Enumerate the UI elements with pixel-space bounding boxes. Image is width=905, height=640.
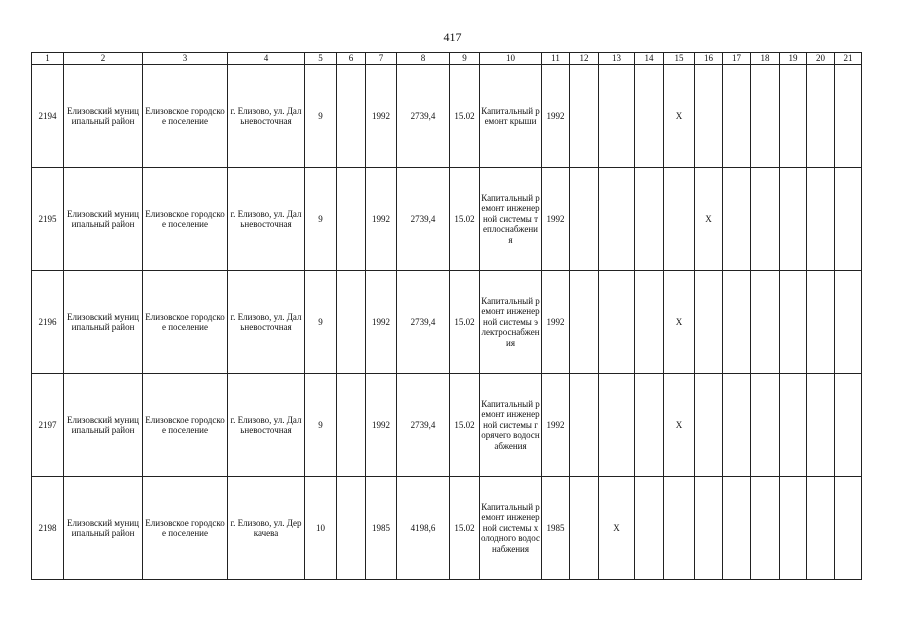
- page-number: 417: [443, 30, 462, 44]
- table-row: [32, 271, 862, 374]
- cell-c6: [337, 168, 366, 271]
- code-cell: 15.02: [450, 374, 480, 477]
- year-cell: 1992: [366, 374, 397, 477]
- table-body: [32, 65, 862, 580]
- cell-c16: [695, 477, 723, 580]
- work-type-cell: Капитальный ремонт инженерной системы электроснабжения: [480, 271, 542, 374]
- column-header-10: 10: [480, 53, 542, 65]
- cell-c18: [751, 271, 780, 374]
- work-type-cell: Капитальный ремонт инженерной системы горячего водоснабжения: [480, 374, 542, 477]
- code-cell: 15.02: [450, 477, 480, 580]
- municipality-cell: Елизовский муниципальный район: [64, 271, 143, 374]
- cell-c19: [780, 65, 807, 168]
- cell-c21: [835, 477, 862, 580]
- column-header-16: 16: [695, 53, 723, 65]
- settlement-cell: Елизовское городское поселение: [143, 271, 228, 374]
- cell-c21: [835, 271, 862, 374]
- cell-c12: [570, 65, 599, 168]
- cell-c20: [807, 477, 835, 580]
- plan-year-cell: 1992: [542, 65, 570, 168]
- area-cell: 2739,4: [397, 271, 450, 374]
- cell-c6: [337, 477, 366, 580]
- cell-c17: [723, 168, 751, 271]
- area-cell: 2739,4: [397, 374, 450, 477]
- cell-c13: [599, 374, 635, 477]
- cell-c15: [664, 477, 695, 580]
- plan-year-cell: 1992: [542, 168, 570, 271]
- address-cell: г. Елизово, ул. Дальневосточная: [228, 374, 305, 477]
- cell-c15: X: [664, 271, 695, 374]
- address-cell: г. Елизово, ул. Дальневосточная: [228, 271, 305, 374]
- cell-c17: [723, 374, 751, 477]
- cell-c16: [695, 271, 723, 374]
- cell-c12: [570, 477, 599, 580]
- year-cell: 1992: [366, 271, 397, 374]
- year-cell: 1992: [366, 65, 397, 168]
- capital-repair-table: [31, 52, 862, 580]
- column-header-19: 19: [780, 53, 807, 65]
- code-cell: 15.02: [450, 271, 480, 374]
- column-header-12: 12: [570, 53, 599, 65]
- cell-c19: [780, 271, 807, 374]
- table-row: [32, 168, 862, 271]
- column-header-14: 14: [635, 53, 664, 65]
- cell-c18: [751, 477, 780, 580]
- column-header-13: 13: [599, 53, 635, 65]
- settlement-cell: Елизовское городское поселение: [143, 65, 228, 168]
- address-cell: г. Елизово, ул. Дальневосточная: [228, 168, 305, 271]
- cell-c14: [635, 65, 664, 168]
- column-number-row: [32, 53, 862, 65]
- area-cell: 2739,4: [397, 168, 450, 271]
- column-header-9: 9: [450, 53, 480, 65]
- column-header-18: 18: [751, 53, 780, 65]
- settlement-cell: Елизовское городское поселение: [143, 477, 228, 580]
- floors-cell: 9: [305, 65, 337, 168]
- cell-c13: [599, 168, 635, 271]
- cell-c14: [635, 477, 664, 580]
- plan-year-cell: 1992: [542, 374, 570, 477]
- cell-c17: [723, 477, 751, 580]
- column-header-4: 4: [228, 53, 305, 65]
- cell-c12: [570, 271, 599, 374]
- municipality-cell: Елизовский муниципальный район: [64, 477, 143, 580]
- column-header-7: 7: [366, 53, 397, 65]
- cell-c12: [570, 168, 599, 271]
- cell-c17: [723, 271, 751, 374]
- cell-c18: [751, 374, 780, 477]
- cell-c16: [695, 374, 723, 477]
- cell-c18: [751, 65, 780, 168]
- municipality-cell: Елизовский муниципальный район: [64, 374, 143, 477]
- table-row: [32, 65, 862, 168]
- floors-cell: 9: [305, 168, 337, 271]
- cell-c14: [635, 271, 664, 374]
- work-type-cell: Капитальный ремонт крыши: [480, 65, 542, 168]
- cell-c20: [807, 374, 835, 477]
- cell-c6: [337, 271, 366, 374]
- row-number: 2195: [32, 168, 64, 271]
- floors-cell: 9: [305, 374, 337, 477]
- column-header-5: 5: [305, 53, 337, 65]
- row-number: 2197: [32, 374, 64, 477]
- column-header-15: 15: [664, 53, 695, 65]
- cell-c17: [723, 65, 751, 168]
- code-cell: 15.02: [450, 168, 480, 271]
- municipality-cell: Елизовский муниципальный район: [64, 168, 143, 271]
- cell-c15: X: [664, 65, 695, 168]
- address-cell: г. Елизово, ул. Дальневосточная: [228, 65, 305, 168]
- table-row: [32, 374, 862, 477]
- cell-c19: [780, 374, 807, 477]
- cell-c20: [807, 168, 835, 271]
- year-cell: 1985: [366, 477, 397, 580]
- address-cell: г. Елизово, ул. Деркачева: [228, 477, 305, 580]
- cell-c15: X: [664, 374, 695, 477]
- column-header-6: 6: [337, 53, 366, 65]
- cell-c13: X: [599, 477, 635, 580]
- cell-c12: [570, 374, 599, 477]
- row-number: 2198: [32, 477, 64, 580]
- row-number: 2194: [32, 65, 64, 168]
- cell-c21: [835, 374, 862, 477]
- cell-c13: [599, 271, 635, 374]
- cell-c19: [780, 168, 807, 271]
- cell-c19: [780, 477, 807, 580]
- column-header-11: 11: [542, 53, 570, 65]
- cell-c21: [835, 168, 862, 271]
- column-header-21: 21: [835, 53, 862, 65]
- cell-c20: [807, 271, 835, 374]
- floors-cell: 10: [305, 477, 337, 580]
- cell-c6: [337, 65, 366, 168]
- year-cell: 1992: [366, 168, 397, 271]
- area-cell: 2739,4: [397, 65, 450, 168]
- column-header-20: 20: [807, 53, 835, 65]
- work-type-cell: Капитальный ремонт инженерной системы холодного водоснабжения: [480, 477, 542, 580]
- code-cell: 15.02: [450, 65, 480, 168]
- table-row: [32, 477, 862, 580]
- row-number: 2196: [32, 271, 64, 374]
- cell-c15: [664, 168, 695, 271]
- column-header-3: 3: [143, 53, 228, 65]
- settlement-cell: Елизовское городское поселение: [143, 168, 228, 271]
- column-header-2: 2: [64, 53, 143, 65]
- cell-c14: [635, 374, 664, 477]
- column-header-17: 17: [723, 53, 751, 65]
- cell-c16: [695, 65, 723, 168]
- floors-cell: 9: [305, 271, 337, 374]
- area-cell: 4198,6: [397, 477, 450, 580]
- work-type-cell: Капитальный ремонт инженерной системы теплоснабжения: [480, 168, 542, 271]
- plan-year-cell: 1992: [542, 271, 570, 374]
- cell-c14: [635, 168, 664, 271]
- cell-c20: [807, 65, 835, 168]
- cell-c13: [599, 65, 635, 168]
- plan-year-cell: 1985: [542, 477, 570, 580]
- cell-c6: [337, 374, 366, 477]
- column-header-1: 1: [32, 53, 64, 65]
- cell-c21: [835, 65, 862, 168]
- cell-c16: X: [695, 168, 723, 271]
- settlement-cell: Елизовское городское поселение: [143, 374, 228, 477]
- cell-c18: [751, 168, 780, 271]
- municipality-cell: Елизовский муниципальный район: [64, 65, 143, 168]
- column-header-8: 8: [397, 53, 450, 65]
